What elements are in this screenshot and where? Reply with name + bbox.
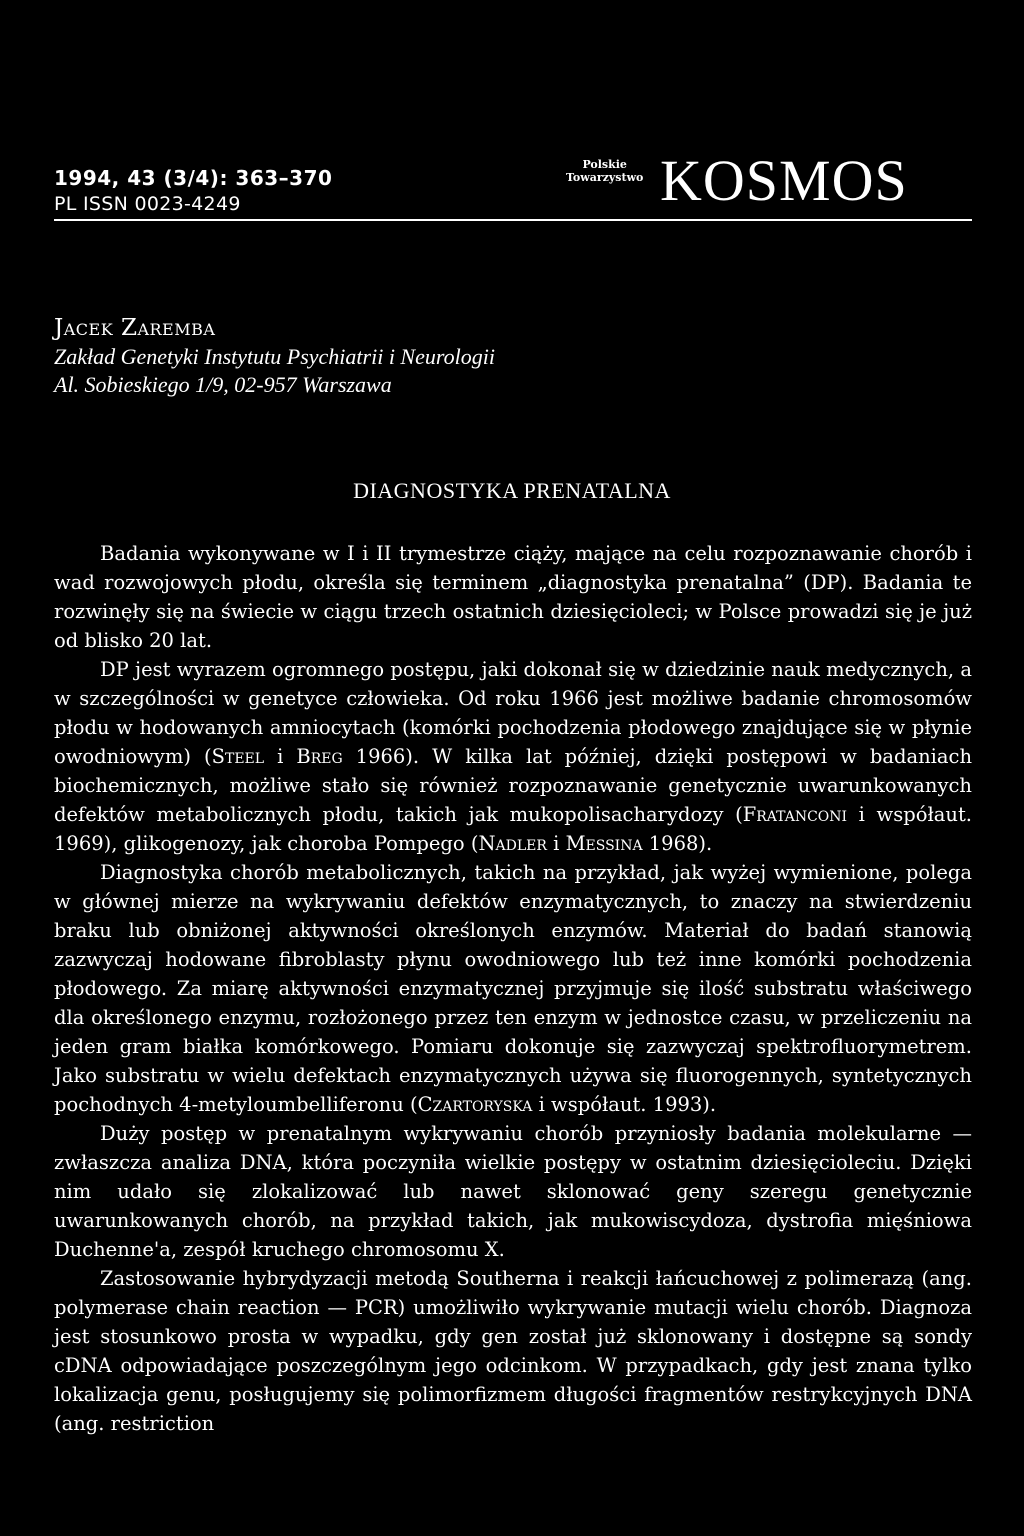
paragraph: DP jest wyrazem ogromnego postępu, jaki dokonał się w dziedzinie nauk medycznych, a w szczególności w genetyce człowieka. Od roku 1966 jest możliwe badanie chromosomów płodu w hodowanych amniocytach (komórki pochodzenia płodowego znajdujące się w płynie owodniowym) (Steel i Breg 1966). W kilka lat później, dzięki postępowi w badaniach biochemicznych, możliwe stało się również rozpoznawanie genetycznie uwarunkowanych defektów metabolicznych płodu, takich jak mukopolisacharydozy (Fratanconi i współaut. 1969), glikogenozy, jak choroba Pompego (Nadler i Messina 1968).: [54, 658, 973, 855]
citation-author: Breg: [296, 745, 343, 768]
citation-author: Czartoryska: [417, 1093, 533, 1116]
author-name: Jacek Zaremba: [54, 315, 216, 341]
author-address: Al. Sobieskiego 1/9, 02-957 Warszawa: [54, 372, 392, 397]
citation-author: Steel: [211, 745, 265, 768]
citation-author: Nadler: [478, 832, 547, 855]
header-rule: [54, 219, 972, 221]
journal-issn: PL ISSN 0023-4249: [54, 193, 241, 215]
journal-citation: 1994, 43 (3/4): 363–370: [54, 166, 333, 190]
citation-author: Fratanconi: [742, 803, 848, 826]
paragraph: Diagnostyka chorób metabolicznych, takich na przykład, jak wyżej wymienione, polega w głównej mierze na wykrywaniu defektów enzymatycznych, to znaczy na stwierdzeniu braku lub obniżonej aktywności określonych enzymów. Materiał do badań stanowią zazwyczaj hodowane fibroblasty płynu owodniowego lub też inne komórki pochodzenia płodowego. Za miarę aktywności enzymatycznej przyjmuje się ilość substratu właściwego dla określonego enzymu, rozłożonego przez ten enzym w jednostce czasu, w przeliczeniu na jeden gram białka komórkowego. Pomiaru dokonuje się zazwyczaj spektrofluorymetrem. Jako substratu w wielu defektach enzymatycznych używa się fluorogennych, syntetycznych pochodnych 4-metyloumbelliferonu (Czartoryska i współaut. 1993).: [54, 861, 972, 1116]
publisher-line-2: Towarzystwo: [566, 171, 644, 184]
citation-author: Messina: [565, 832, 643, 855]
author-affiliation: Zakład Genetyki Instytutu Psychiatrii i Neurologii: [54, 344, 495, 369]
article-body: [54, 539, 972, 1438]
paragraph: Duży postęp w prenatalnym wykrywaniu chorób przyniosły badania molekularne — zwłaszcza analiza DNA, która poczyniła wielkie postępy w ostatnim dziesięcioleciu. Dzięki nim udało się zlokalizować lub nawet sklonować geny szeregu genetycznie uwarunkowanych chorób, na przykład takich, jak mukowiscydoza, dystrofia mięśniowa Duchenne'a, zespół kruchego chromosomu X.: [54, 1122, 972, 1261]
article-title: DIAGNOSTYKA PRENATALNA: [353, 478, 671, 503]
paragraph: Zastosowanie hybrydyzacji metodą Southerna i reakcji łańcuchowej z polimerazą (ang. polymerase chain reaction — PCR) umożliwiło wykrywanie mutacji wielu chorób. Diagnoza jest stosunkowo prosta w wypadku, gdy gen został już sklonowany i dostępne są sondy cDNA odpowiadające poszczególnym jego odcinkom. W przypadkach, gdy jest znana tylko lokalizacja genu, posługujemy się polimorfizmem długości fragmentów restrykcyjnych DNA (ang. restriction: [54, 1267, 972, 1435]
paragraph: Badania wykonywane w I i II trymestrze ciąży, mające na celu rozpoznawanie chorób i wad rozwojowych płodu, określa się terminem „diagnostyka prenatalna” (DP). Badania te rozwinęły się na świecie w ciągu trzech ostatnich dziesięcioleci; w Polsce prowadzi się je już od blisko 20 lat.: [54, 542, 972, 652]
author-block: [54, 313, 495, 399]
publisher-mark: [566, 158, 643, 184]
header-citation-block: [54, 166, 332, 216]
journal-title: KOSMOS: [660, 148, 908, 213]
publisher-line-1: Polskie: [582, 158, 627, 171]
